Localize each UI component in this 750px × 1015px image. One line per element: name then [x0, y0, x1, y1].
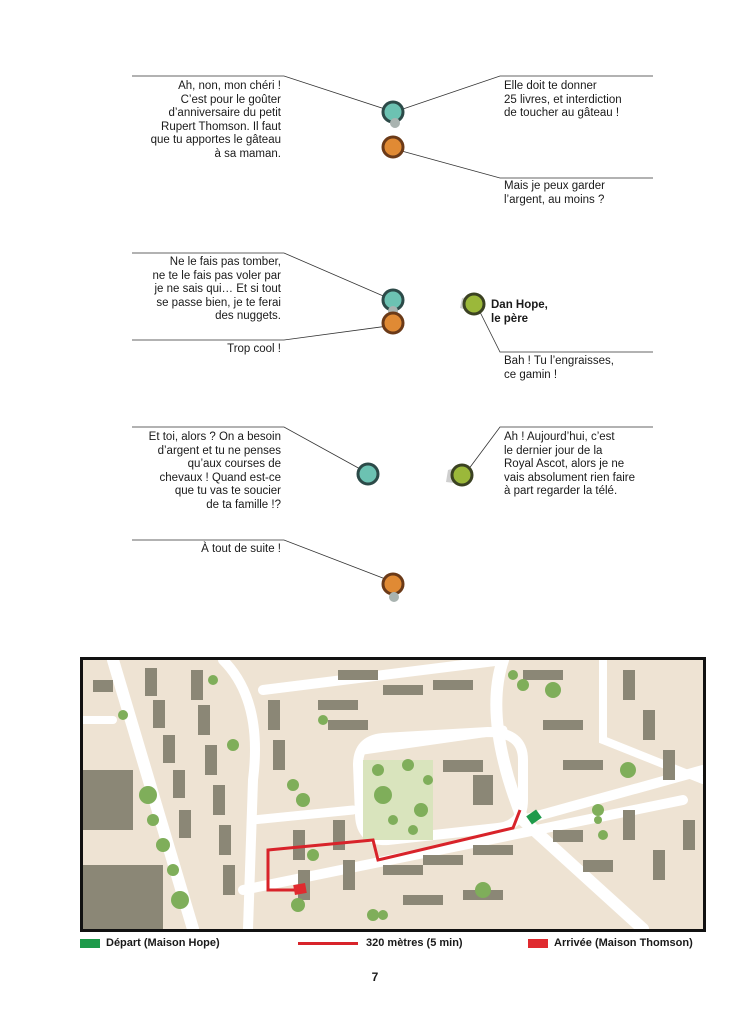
dialogue-bubble: Elle doit te donner 25 livres, et interdiction de toucher au gâteau ! — [504, 80, 622, 119]
character-marker-child-small — [389, 592, 399, 602]
legend-end — [528, 937, 693, 949]
dialogue-bubble: Ah ! Aujourd’hui, c’est le dernier jour de la Royal Ascot, alors je ne vais absolument rien faire à part regarder la télé. — [504, 431, 636, 497]
end-marker — [293, 883, 307, 895]
character-marker-father — [452, 465, 472, 485]
legend-route — [298, 937, 463, 949]
dialogue-bubble: Bah ! Tu l’engraisses, ce gamin ! — [504, 355, 614, 381]
legend-route-label: 320 mètres (5 min) — [366, 937, 463, 949]
character-marker-mother — [358, 464, 378, 484]
character-name-label: Dan Hope, le père — [491, 299, 548, 325]
character-marker-child — [383, 137, 403, 157]
neighborhood-map — [80, 657, 706, 932]
dialogue-bubble: Ne le fais pas tomber, ne te le fais pas voler par je ne sais qui… Et si tout se passe bien, je te ferai des nuggets. — [152, 256, 281, 322]
leader-line — [132, 326, 388, 340]
legend-end-label: Arrivée (Maison Thomson) — [554, 937, 693, 949]
legend-start — [80, 937, 220, 949]
character-marker-child-small — [390, 118, 400, 128]
dialogue-bubble: Ah, non, mon chéri ! C’est pour le goûter d’anniversaire du petit Rupert Thomson. Il faut que tu apportes le gâteau à sa maman. — [150, 80, 281, 160]
character-marker-father — [464, 294, 484, 314]
dialogue-bubble: Mais je peux garder l’argent, au moins ? — [504, 180, 605, 206]
page-number: 7 — [371, 970, 379, 984]
start-swatch — [80, 939, 100, 948]
legend-start-label: Départ (Maison Hope) — [106, 937, 220, 949]
dialogue-bubble: À tout de suite ! — [201, 543, 281, 555]
character-marker-child — [383, 313, 403, 333]
route-swatch — [298, 942, 358, 945]
character-marker-child — [383, 574, 403, 594]
dialogue-bubble: Trop cool ! — [227, 343, 281, 355]
leader-line — [398, 150, 653, 178]
end-swatch — [528, 939, 548, 948]
dialogue-bubble: Et toi, alors ? On a besoin d’argent et tu ne penses qu’aux courses de chevaux ! Quand est-ce que tu vas te soucier de ta famille !? — [148, 431, 281, 511]
